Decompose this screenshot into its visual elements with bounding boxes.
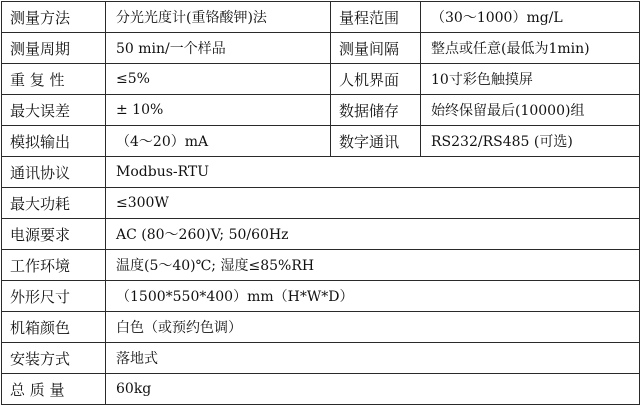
spec-table-body: [2, 2, 640, 405]
spec-value: AC (80～260)V; 50/60Hz: [106, 219, 640, 250]
spec-label: 人机界面: [331, 64, 421, 95]
spec-value: 分光光度计(重铬酸钾)法: [106, 2, 331, 33]
table-row: [2, 343, 640, 374]
spec-label: 量程范围: [331, 2, 421, 33]
spec-value: 整点或任意(最低为1min): [421, 33, 640, 64]
spec-value: ± 10%: [106, 95, 331, 126]
spec-label: 最大功耗: [2, 188, 106, 219]
spec-label: 工作环境: [2, 250, 106, 281]
spec-value: ≤5%: [106, 64, 331, 95]
table-row: [2, 126, 640, 157]
spec-label: 测量周期: [2, 33, 106, 64]
spec-label: 最大误差: [2, 95, 106, 126]
spec-value: RS232/RS485 (可选): [421, 126, 640, 157]
spec-value: 10寸彩色触摸屏: [421, 64, 640, 95]
table-row: [2, 157, 640, 188]
table-row: [2, 374, 640, 405]
table-row: [2, 95, 640, 126]
spec-label: 机箱颜色: [2, 312, 106, 343]
spec-value: 50 min/一个样品: [106, 33, 331, 64]
spec-label: 数字通讯: [331, 126, 421, 157]
spec-label: 电源要求: [2, 219, 106, 250]
table-row: [2, 281, 640, 312]
spec-table: [1, 1, 640, 405]
spec-value: ≤300W: [106, 188, 640, 219]
spec-value: （4～20）mA: [106, 126, 331, 157]
spec-label: 总 质 量: [2, 374, 106, 405]
spec-value: 落地式: [106, 343, 640, 374]
spec-label: 数据储存: [331, 95, 421, 126]
table-row: [2, 312, 640, 343]
spec-value: 白色（或预约色调）: [106, 312, 640, 343]
table-row: [2, 188, 640, 219]
table-row: [2, 219, 640, 250]
spec-value: 60kg: [106, 374, 640, 405]
spec-label: 外形尺寸: [2, 281, 106, 312]
spec-label: 测量间隔: [331, 33, 421, 64]
table-row: [2, 250, 640, 281]
spec-label: 测量方法: [2, 2, 106, 33]
spec-label: 安装方式: [2, 343, 106, 374]
spec-value: Modbus-RTU: [106, 157, 640, 188]
table-row: [2, 33, 640, 64]
spec-value: （30～1000）mg/L: [421, 2, 640, 33]
spec-value: 温度(5～40)℃; 湿度≤85%RH: [106, 250, 640, 281]
table-row: [2, 64, 640, 95]
spec-value: （1500*550*400）mm（H*W*D）: [106, 281, 640, 312]
spec-label: 模拟输出: [2, 126, 106, 157]
spec-label: 通讯协议: [2, 157, 106, 188]
spec-label: 重 复 性: [2, 64, 106, 95]
table-row: [2, 2, 640, 33]
spec-value: 始终保留最后(10000)组: [421, 95, 640, 126]
